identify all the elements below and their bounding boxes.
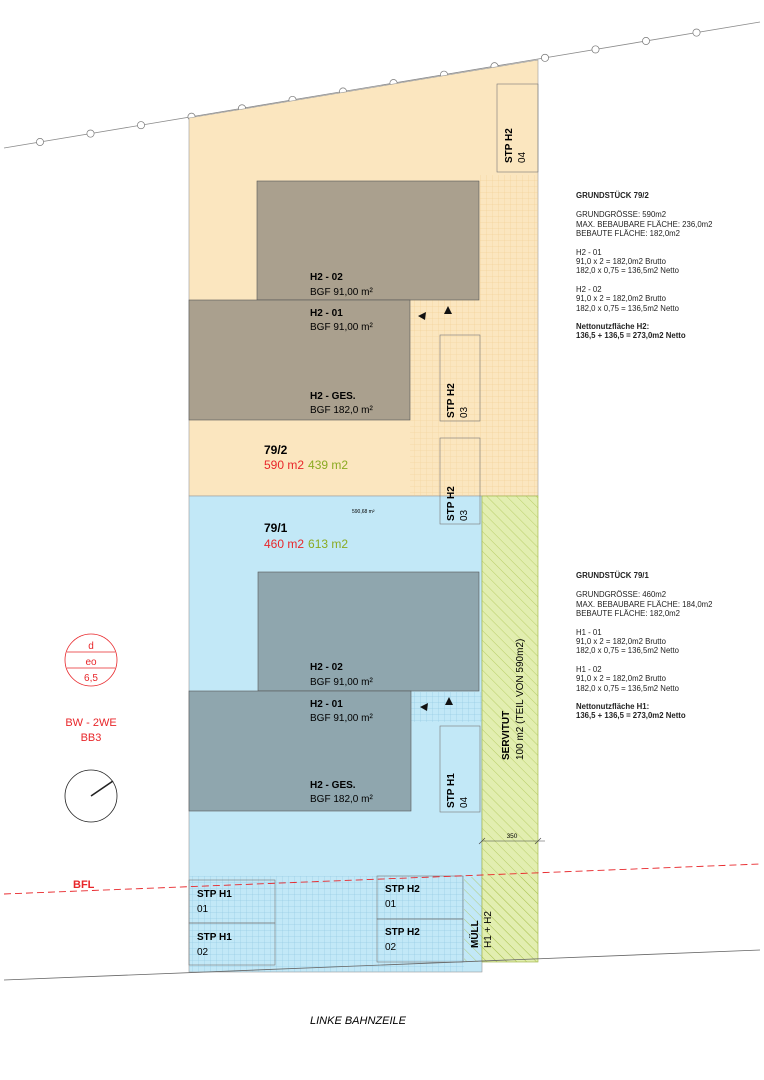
parking-number: 01 <box>197 904 209 915</box>
info-line: BEBAUTE FLÄCHE: 182,0m2 <box>576 609 680 619</box>
plot-79-1-id: 79/1 <box>264 521 288 535</box>
plot-79-2-id: 79/2 <box>264 443 288 457</box>
info-title: GRUNDSTÜCK 79/1 <box>576 571 649 580</box>
plot-79-1-small-area: 590,68 m² <box>352 509 375 515</box>
info-line: MAX. BEBAUBARE FLÄCHE: 236,0m2 <box>576 219 713 229</box>
building-name: H2 - 01 <box>310 699 343 710</box>
building-bgf: BGF 91,00 m² <box>310 322 373 333</box>
info-line: 91,0 x 2 = 182,0m2 Brutto <box>576 674 666 684</box>
parking-number: 02 <box>197 947 209 958</box>
building-bgf: BGF 182,0 m² <box>310 794 373 805</box>
railway-marker <box>137 122 144 129</box>
railway-marker <box>36 138 43 145</box>
building-bgf: BGF 91,00 m² <box>310 677 373 688</box>
railway-marker <box>693 29 700 36</box>
info-line: MAX. BEBAUBARE FLÄCHE: 184,0m2 <box>576 599 713 609</box>
info-net-title: Nettonutzfläche H2: <box>576 322 650 332</box>
servitut-detail: 100 m2 (TEIL VON 590m2) <box>515 638 526 760</box>
info-net-value: 136,5 + 136,5 = 273,0m2 Netto <box>576 331 686 341</box>
building-name: H2 - 02 <box>310 272 343 283</box>
info-line: 182,0 x 0,75 = 136,5m2 Netto <box>576 303 679 313</box>
building-bgf: BGF 91,00 m² <box>310 713 373 724</box>
info-line: 182,0 x 0,75 = 136,5m2 Netto <box>576 266 679 276</box>
parking-label: STP H2 <box>446 383 457 418</box>
info-line: 91,0 x 2 = 182,0m2 Brutto <box>576 637 666 647</box>
zoning-height: 6,5 <box>84 673 98 684</box>
zoning-eo: eo <box>85 657 97 668</box>
info-net-title: Nettonutzfläche H1: <box>576 702 650 712</box>
parking-number: 04 <box>459 796 470 808</box>
railway-marker <box>541 54 548 61</box>
plot-79-1-area: 460 m2 613 m2 <box>264 537 349 551</box>
north-arrow-needle <box>91 781 113 796</box>
info-line: BEBAUTE FLÄCHE: 182,0m2 <box>576 229 680 239</box>
railway-marker <box>642 37 649 44</box>
building-name: H2 - 02 <box>310 662 343 673</box>
parking-label: STP H1 <box>197 932 232 943</box>
railway-marker <box>87 130 94 137</box>
parking-label: STP H2 <box>385 927 420 938</box>
building-name: H2 - GES. <box>310 391 356 402</box>
railway-marker <box>592 46 599 53</box>
building-name: H2 - 01 <box>310 308 343 319</box>
parking-label: STP H1 <box>446 773 457 808</box>
info-line: GRUNDGRÖSSE: 590m2 <box>576 210 667 220</box>
info-plot-79-2 <box>576 191 764 350</box>
info-line: H2 - 02 <box>576 284 602 294</box>
info-line: H1 - 01 <box>576 627 602 637</box>
info-line: 91,0 x 2 = 182,0m2 Brutto <box>576 294 666 304</box>
dimension-label: 350 <box>506 833 518 840</box>
parking-number: 01 <box>385 899 397 910</box>
servitut-label: SERVITUT <box>501 710 512 760</box>
info-line: H1 - 02 <box>576 664 602 674</box>
building-name: H2 - GES. <box>310 780 356 791</box>
info-line: H2 - 01 <box>576 247 602 257</box>
muell-area <box>464 877 538 962</box>
grid-zone <box>480 175 538 496</box>
muell-detail: H1 + H2 <box>483 911 494 948</box>
street-name: LINKE BAHNZEILE <box>310 1015 406 1027</box>
info-line: 182,0 x 0,75 = 136,5m2 Netto <box>576 683 679 693</box>
zoning-line1: BW - 2WE <box>65 717 117 729</box>
parking-number: 03 <box>459 406 470 418</box>
info-title: GRUNDSTÜCK 79/2 <box>576 191 649 200</box>
info-plot-79-1 <box>576 571 764 730</box>
building-bgf: BGF 91,00 m² <box>310 287 373 298</box>
building-h2-02-top <box>257 181 479 300</box>
parking-label: STP H2 <box>504 128 515 163</box>
bfl-label: BFL <box>73 879 95 891</box>
parking-number: 04 <box>517 151 528 163</box>
info-line: 91,0 x 2 = 182,0m2 Brutto <box>576 257 666 267</box>
building-bgf: BGF 182,0 m² <box>310 405 373 416</box>
parking-label: STP H2 <box>446 486 457 521</box>
parking-label: STP H1 <box>197 889 232 900</box>
building-h2-01-top <box>189 300 410 420</box>
building-h2-01-bottom <box>189 691 411 811</box>
info-net-value: 136,5 + 136,5 = 273,0m2 Netto <box>576 711 686 721</box>
muell-label: MÜLL <box>470 920 481 948</box>
parking-label: STP H2 <box>385 884 420 895</box>
plot-79-2-area: 590 m2 439 m2 <box>264 458 349 472</box>
building-h2-02-bottom <box>258 572 479 691</box>
info-line: 182,0 x 0,75 = 136,5m2 Netto <box>576 646 679 656</box>
zoning-d: d <box>88 641 94 652</box>
parking-number: 02 <box>385 942 397 953</box>
info-line: GRUNDGRÖSSE: 460m2 <box>576 590 667 600</box>
zoning-line2: BB3 <box>80 732 102 744</box>
parking-number: 03 <box>459 509 470 521</box>
